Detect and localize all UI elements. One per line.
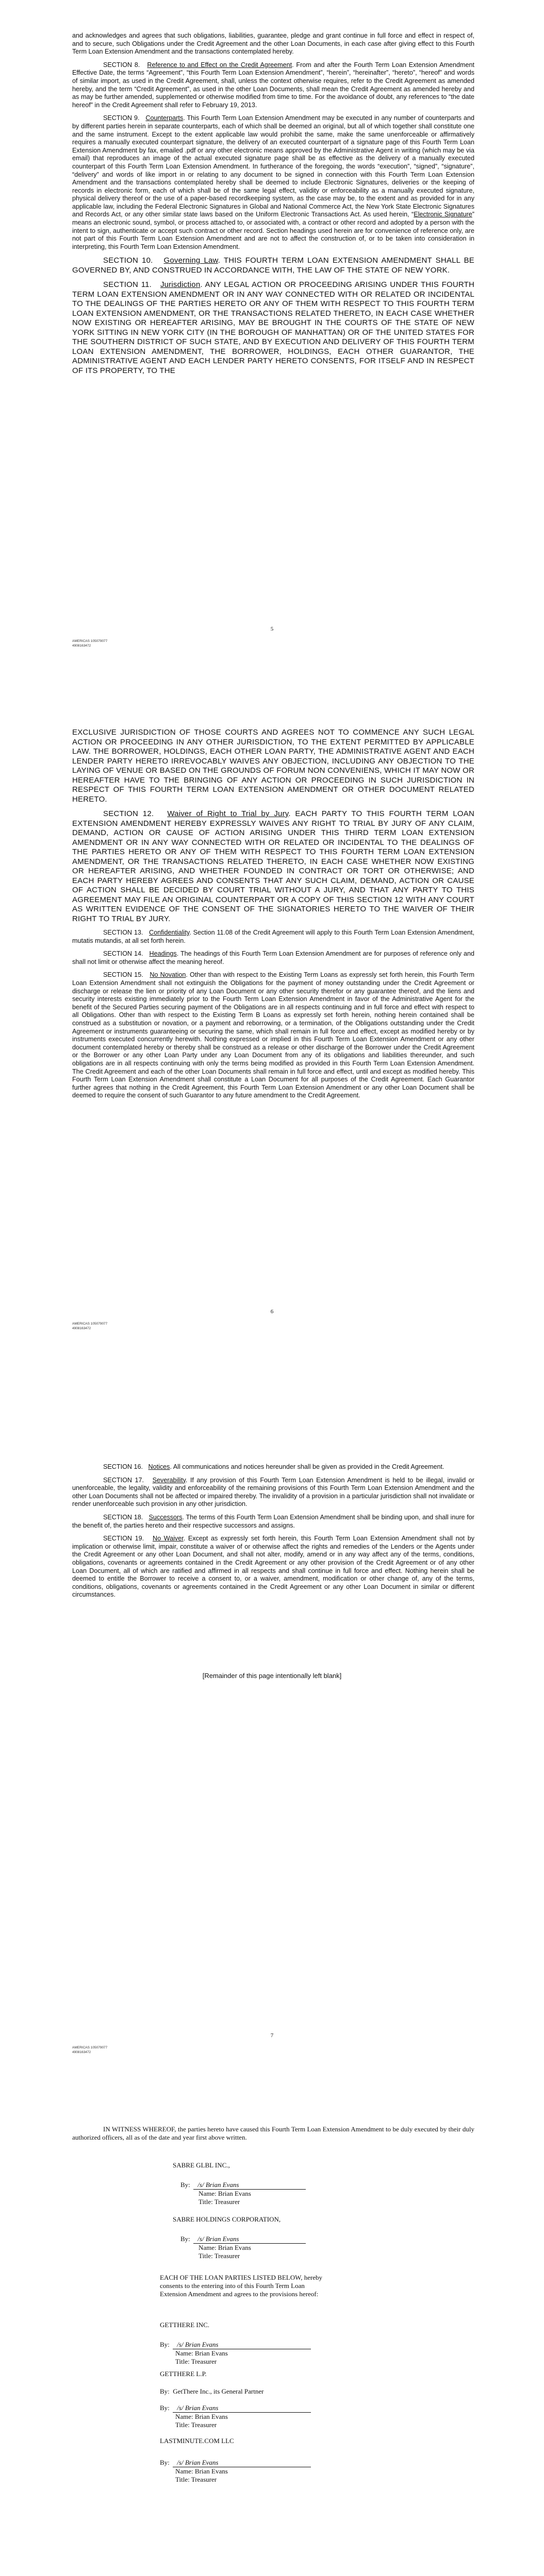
section-19-title: No Waiver xyxy=(152,1535,184,1543)
section-14: SECTION 14. Headings. The headings of this Fourth Term Loan Extension Amendment are for purposes of reference only and shall not limit or otherwise affect the meaning hereof. xyxy=(72,950,474,965)
section-17-title: Severability xyxy=(152,1476,186,1484)
signature-line: /s/ Brian Evans xyxy=(193,2235,306,2244)
page-6-body xyxy=(72,728,474,1105)
signature-block-sabre-glbl: SABRE GLBL INC., By: /s/ Brian Evans Name: Brian Evans Title: Treasurer xyxy=(173,2161,306,2206)
section-18: SECTION 18. Successors. The terms of this Fourth Term Loan Extension Amendment shall be binding upon, and shall inure for the benefit of, the parties hereto and their respective successors and assigns. xyxy=(72,1513,474,1529)
signature-line: /s/ Brian Evans xyxy=(173,2404,311,2413)
section-10-title: Governing Law xyxy=(163,256,218,265)
section-15: SECTION 15. No Novation. Other than with respect to the Existing Term Loans as expressly set forth herein, this Fourth Term Loan Extension Amendment shall not extinguish the Obligations for the payment of money outstanding under the Credit Agreement or discharge or release the lien or priority of any Loan Document or any other security therefor or any guarantee thereof, and the liens and security interests existing immediately prior to the Fourth Term Loan Extension Amendment in favor of the Administrative Agent for the benefit of the Secured Parties securing payment of the Obligations are in all respects continuing and in full force and effect with respect to all Obligations. Other than with respect to the Existing Term B Loans as expressly set forth herein, nothing herein contained shall be construed as a substitution or novation, or a payment and reborrowing, or a termination, of the Obligations outstanding under the Credit Agreement or instruments guaranteeing or securing the same, which shall remain in full force and effect, except as modified hereby or by instruments executed concurrently herewith. Nothing expressed or implied in this Fourth Term Loan Extension Amendment or any other document contemplated hereby or thereby shall be construed as a release or other discharge of the Borrower under the Credit Agreement or the Borrower or any other Loan Party under any Loan Document from any of its obligations and liabilities thereunder, and such obligations are in all respects continuing with only the terms being modified as provided in this Fourth Term Loan Extension Amendment. The Credit Agreement and each of the other Loan Documents shall remain in full force and effect, until and except as modified hereby. This Fourth Term Loan Extension Amendment shall constitute a Loan Document for all purposes of the Credit Agreement. Each Guarantor further agrees that nothing in the Credit Agreement, this Fourth Term Loan Extension Amendment or any other Loan Document shall be deemed to require the consent of such Guarantor to any future amendment to the Credit Agreement. xyxy=(72,971,474,1099)
page-number: 5 xyxy=(270,626,274,632)
section-12: SECTION 12. Waiver of Right to Trial by Jury. EACH PARTY TO THIS FOURTH TERM LOAN EXTENSION AMENDMENT HEREBY EXPRESSLY WAIVES ANY RIGHT TO TRIAL BY JURY OF ANY CLAIM, DEMAND, ACTION OR CAUSE OF ACTION ARISING UNDER THIS THIRD TERM LOAN EXTENSION AMENDMENT OR IN ANY WAY CONNECTED WITH OR RELATED OR INCIDENTAL TO THE DEALINGS OF THE PARTIES HERETO OR ANY OF THEM WITH RESPECT TO THIS FOURTH TERM LOAN EXTENSION AMENDMENT, OR THE TRANSACTIONS RELATED THERETO, IN EACH CASE WHETHER NOW EXISTING OR HEREAFTER ARISING, AND WHETHER FOUNDED IN CONTRACT OR TORT OR OTHERWISE; AND EACH PARTY HEREBY AGREES AND CONSENTS THAT ANY SUCH CLAIM, DEMAND, ACTION OR CAUSE OF ACTION SHALL BE DECIDED BY COURT TRIAL WITHOUT A JURY, AND THAT ANY PARTY TO THIS AGREEMENT MAY FILE AN ORIGINAL COUNTERPART OR A COPY OF THIS SECTION 12 WITH ANY COURT AS WRITTEN EVIDENCE OF THE CONSENT OF THE SIGNATORIES HERETO TO THE WAIVER OF THEIR RIGHT TO TRIAL BY JURY. xyxy=(72,809,474,923)
section-19: SECTION 19. No Waiver. Except as expressly set forth herein, this Fourth Term Loan Extension Amendment shall not by implication or otherwise limit, impair, constitute a waiver of or otherwise affect the rights and remedies of the Lenders or the Agents under the Credit Agreement or any other Loan Document, and shall not alter, modify, amend or in any way affect any of the terms, conditions, obligations, covenants or agreements contained in the Credit Agreement or any other provision of the Credit Agreement or of any other Loan Document, all of which are ratified and affirmed in all respects and shall continue in full force and effect. Nothing herein shall be deemed to entitle the Borrower to receive a consent to, or a waiver, amendment, modification or other change of, any of the terms, conditions, obligations, covenants or agreements contained in the Credit Agreement or any other Loan Document in similar or different circumstances. xyxy=(72,1535,474,1599)
section-10: SECTION 10. Governing Law. THIS FOURTH TERM LOAN EXTENSION AMENDMENT SHALL BE GOVERNED BY, AND CONSTRUED IN ACCORDANCE WITH, THE LAW OF THE STATE OF NEW YORK. xyxy=(72,256,474,275)
page-7 xyxy=(0,1406,544,2110)
section-16-title: Notices xyxy=(148,1463,170,1470)
signature-block-getthere-inc: GETTHERE INC. By: /s/ Brian Evans Name: Brian Evans Title: Treasurer xyxy=(160,2321,311,2366)
signature-page xyxy=(0,2110,544,2576)
witness-clause: IN WITNESS WHEREOF, the parties hereto have caused this Fourth Term Loan Extension Amendment to be duly executed by their duly authorized officers, all as of the date and year first above written. xyxy=(72,2125,474,2141)
entity-name: LASTMINUTE.COM LLC xyxy=(160,2437,234,2445)
signature-line: /s/ Brian Evans xyxy=(173,2459,311,2467)
section-17: SECTION 17. Severability. If any provision of this Fourth Term Loan Extension Amendment is held to be illegal, invalid or unenforceable, the legality, validity and enforceability of the remaining provisions of this Fourth Term Loan Extension Amendment and the other Loan Documents shall not be affected or impaired thereby. The invalidity of a provision in a particular jurisdiction shall not invalidate or render unenforceable such provision in any other jurisdiction. xyxy=(72,1476,474,1508)
jurisdiction-continued: EXCLUSIVE JURISDICTION OF THOSE COURTS AND AGREES NOT TO COMMENCE ANY SUCH LEGAL ACTION OR PROCEEDING IN ANY OTHER JURISDICTION, TO THE EXTENT PERMITTED BY APPLICABLE LAW. THE BORROWER, HOLDINGS, EACH OTHER LOAN PARTY, THE ADMINISTRATIVE AGENT AND EACH LENDER PARTY HERETO IRREVOCABLY WAIVES ANY OBJECTION, INCLUDING ANY OBJECTION TO THE LAYING OF VENUE OR BASED ON THE GROUNDS OF FORUM NON CONVENIENS, WHICH IT MAY NOW OR HEREAFTER HAVE TO THE BRINGING OF ANY ACTION OR PROCEEDING IN SUCH JURISDICTION IN RESPECT OF THIS FOURTH TERM LOAN EXTENSION AMENDMENT OR OTHER DOCUMENT RELATED HERETO. xyxy=(72,728,474,804)
section-16: SECTION 16. Notices. All communications and notices hereunder shall be given as provided in the Credit Agreement. xyxy=(103,1463,444,1470)
section-13: SECTION 13. Confidentiality. Section 11.08 of the Credit Agreement will apply to this Fourth Term Loan Extension Amendment, mutatis mutandis, at all set forth herein. xyxy=(72,929,475,944)
page-footer: AMERICAS 105079077 4908163472 xyxy=(72,639,108,648)
signature-block-lastminute: LASTMINUTE.COM LLC By: /s/ Brian Evans Name: Brian Evans Title: Treasurer xyxy=(160,2437,311,2484)
signature-line: /s/ Brian Evans xyxy=(193,2181,306,2190)
entity-name: SABRE GLBL INC., xyxy=(173,2161,230,2169)
signature-line: /s/ Brian Evans xyxy=(173,2341,311,2349)
page-5 xyxy=(0,0,544,703)
loan-parties-consent: EACH OF THE LOAN PARTIES LISTED BELOW, hereby consents to the entering into of this Fourth Term Loan Extension Amendment and agrees to the provisions hereof: xyxy=(160,2274,323,2298)
page-number: 6 xyxy=(270,1309,274,1315)
section-11: SECTION 11. Jurisdiction. ANY LEGAL ACTION OR PROCEEDING ARISING UNDER THIS FOURTH TERM LOAN EXTENSION AMENDMENT OR IN ANY WAY CONNECTED WITH OR RELATED OR INCIDENTAL TO THE DEALINGS OF THE PARTIES HERETO OR ANY OF THEM WITH RESPECT TO THIS FOURTH TERM LOAN EXTENSION AMENDMENT, OR THE TRANSACTIONS RELATED THERETO, IN EACH CASE WHETHER NOW EXISTING OR HEREAFTER ARISING, MAY BE BROUGHT IN THE COURTS OF THE STATE OF NEW YORK SITTING IN NEW YORK CITY (IN THE BOROUGH OF MANHATTAN) OR OF THE UNITED STATES FOR THE SOUTHERN DISTRICT OF SUCH STATE, AND BY EXECUTION AND DELIVERY OF THIS FOURTH TERM LOAN EXTENSION AMENDMENT, THE BORROWER, HOLDINGS, EACH OTHER GUARANTOR, THE ADMINISTRATIVE AGENT AND EACH LENDER PARTY HERETO CONSENTS, FOR ITSELF AND IN RESPECT OF ITS PROPERTY, TO THE xyxy=(72,280,475,375)
section-9: SECTION 9. Counterparts. This Fourth Term Loan Extension Amendment may be executed in any number of counterparts and by different parties herein in separate counterparts, each of which shall be deemed an original, but all of which together shall constitute one and the same instrument. Except to the extent applicable law would prohibit the same, make the same unenforceable or affirmatively requires a manually executed counterpart signature, the delivery of an executed counterpart of a signature page of this Fourth Term Loan Extension Amendment by fax, emailed .pdf or any other electronic means approved by the Administrative Agent in writing (which may be via email) that reproduces an image of the actual executed signature page shall be as effective as the delivery of a manually executed counterpart of this Fourth Term Loan Extension Amendment. In furtherance of the foregoing, the words “execution”, “signed”, “signature”, “delivery” and words of like import in or relating to any document to be signed in connection with this Fourth Term Loan Extension Amendment and the transactions contemplated hereby shall be deemed to include Electronic Signatures, deliveries or the keeping of records in electronic form, each of which shall be of the same legal effect, validity or enforceability as a manually executed signature, physical delivery thereof or the use of a paper-based recordkeeping system, as the case may be, to the extent and as provided for in any applicable law, including the Federal Electronic Signatures in Global and National Commerce Act, the New York State Electronic Signatures and Records Act, or any other similar state laws based on the Uniform Electronic Transactions Act. As used herein, “Electronic Signature” means an electronic sound, symbol, or process attached to, or associated with, a contract or other record and adopted by a person with the intent to sign, authenticate or accept such contract or other record. Section headings used herein are for convenience of reference only, are not part of this Fourth Term Loan Extension Amendment and are not to affect the construction of, or to be taken into consideration in interpreting, this Fourth Term Loan Extension Amendment. xyxy=(72,114,474,250)
section-12-title: Waiver of Right to Trial by Jury xyxy=(167,809,289,818)
page-footer: AMERICAS 105079077 4908163472 xyxy=(72,2046,108,2054)
section-13-title: Confidentiality xyxy=(149,929,190,936)
entity-name: GETTHERE L.P. xyxy=(160,2370,207,2378)
section-18-title: Successors xyxy=(149,1513,183,1521)
entity-name: GETTHERE INC. xyxy=(160,2321,210,2329)
page-number: 7 xyxy=(270,2032,274,2039)
page-6 xyxy=(0,703,544,1406)
remainder-blank-note: [Remainder of this page intentionally left blank] xyxy=(202,1672,342,1680)
entity-name: SABRE HOLDINGS CORPORATION, xyxy=(173,2215,281,2223)
page-footer: AMERICAS 105079077 4908163472 xyxy=(72,1322,108,1330)
signature-block-sabre-holdings: SABRE HOLDINGS CORPORATION, By: /s/ Brian Evans Name: Brian Evans Title: Treasurer xyxy=(173,2215,306,2260)
section-8: SECTION 8. Reference to and Effect on the Credit Agreement. From and after the Fourth Term Loan Extension Amendment Effective Date, the terms “Agreement”, “this Fourth Term Loan Extension Amendment”, “herein”, “hereinafter”, “hereto”, “hereof” and words of similar import, as used in the Credit Agreement, shall, unless the context otherwise requires, refer to the Credit Agreement as amended hereby, and the term “Credit Agreement”, as used in the other Loan Documents, shall mean the Credit Agreement as amended hereby and as may be further amended, supplemented or otherwise modified from time to time. For the avoidance of doubt, any references to “the date hereof” in the Credit Agreement shall refer to February 19, 2013. xyxy=(72,61,474,109)
section-8-title: Reference to and Effect on the Credit Agreement xyxy=(147,61,292,69)
section-9-title: Counterparts xyxy=(145,114,184,122)
page-7-body xyxy=(72,1463,474,1604)
section-15-title: No Novation xyxy=(150,971,186,979)
section-14-title: Headings xyxy=(149,950,177,958)
signature-block-getthere-lp: GETTHERE L.P. By: GetThere Inc., its General Partner By: /s/ Brian Evans Name: Brian Evans Title: Treasurer xyxy=(160,2370,311,2429)
intro-paragraph: and acknowledges and agrees that such obligations, liabilities, guarantee, pledge and grant continue in full force and effect in respect of, and to secure, such Obligations under the Credit Agreement and the other Loan Documents, in each case after giving effect to this Fourth Term Loan Extension Amendment and the transactions contemplated hereby. xyxy=(72,32,474,56)
section-11-title: Jurisdiction xyxy=(160,280,201,290)
page-5-body xyxy=(72,32,474,381)
